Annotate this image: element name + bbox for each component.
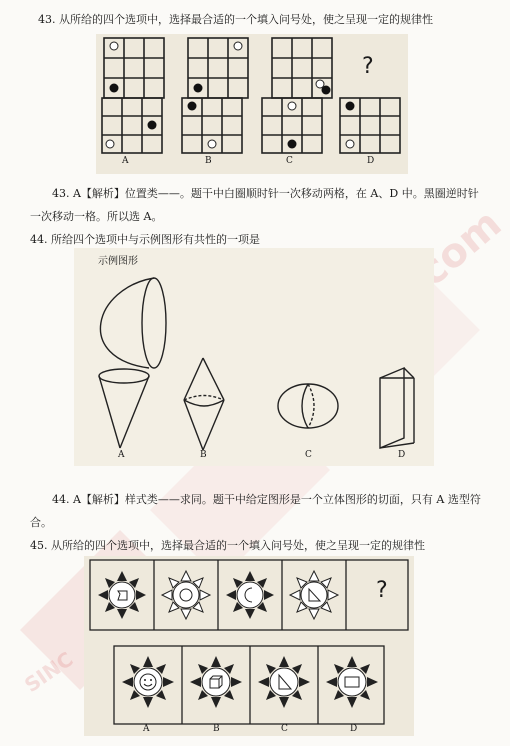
q43-option-d-label: D: [367, 156, 375, 166]
q44-example-label: 示例图形: [98, 256, 138, 267]
q44-answer-line2: 合。: [30, 516, 52, 529]
q43-option-c-label: C: [286, 156, 293, 166]
q45-option-a-label: A: [143, 724, 150, 734]
q44-option-b-label: B: [200, 450, 207, 460]
q44-answer-line1: 44. A【解析】样式类——求同。题干中给定图形是一个立体图形的切面，只有 A 选型符: [52, 493, 481, 506]
q45-option-c-label: C: [281, 724, 288, 734]
q44-figure-drawing: [74, 248, 434, 466]
q43-question-mark: ?: [362, 54, 374, 79]
q43-answer-line1: 43. A【解析】位置类——。题干中白圈顺时针一次移动两格，在 A、D 中。黑圈逆时针: [52, 187, 479, 200]
q45-figure-drawing: [84, 556, 414, 736]
q44-option-c-label: C: [305, 450, 312, 460]
q45-option-d-label: D: [350, 724, 358, 734]
watermark-domain: .com: [397, 200, 510, 306]
q44-option-d-label: D: [398, 450, 406, 460]
watermark-brand: SINC: [19, 646, 78, 698]
q43-option-b-label: B: [205, 156, 212, 166]
q45-question: 45. 从所给的四个选项中，选择最合适的一个填入问号处，使之呈现一定的规律性: [30, 539, 425, 552]
q43-option-a-label: A: [122, 156, 129, 166]
q44-question: 44. 所给四个选项中与示例图形有共性的一项是: [30, 233, 260, 246]
q43-question: 43. 从所给的四个选项中，选择最合适的一个填入问号处，使之呈现一定的规律性: [38, 13, 433, 26]
q43-answer-line2: 一次移动一格。所以选 A。: [30, 210, 163, 223]
q44-option-a-label: A: [118, 450, 125, 460]
q45-question-mark: ?: [376, 578, 388, 603]
sun-icon: [98, 571, 146, 619]
q45-option-b-label: B: [213, 724, 220, 734]
